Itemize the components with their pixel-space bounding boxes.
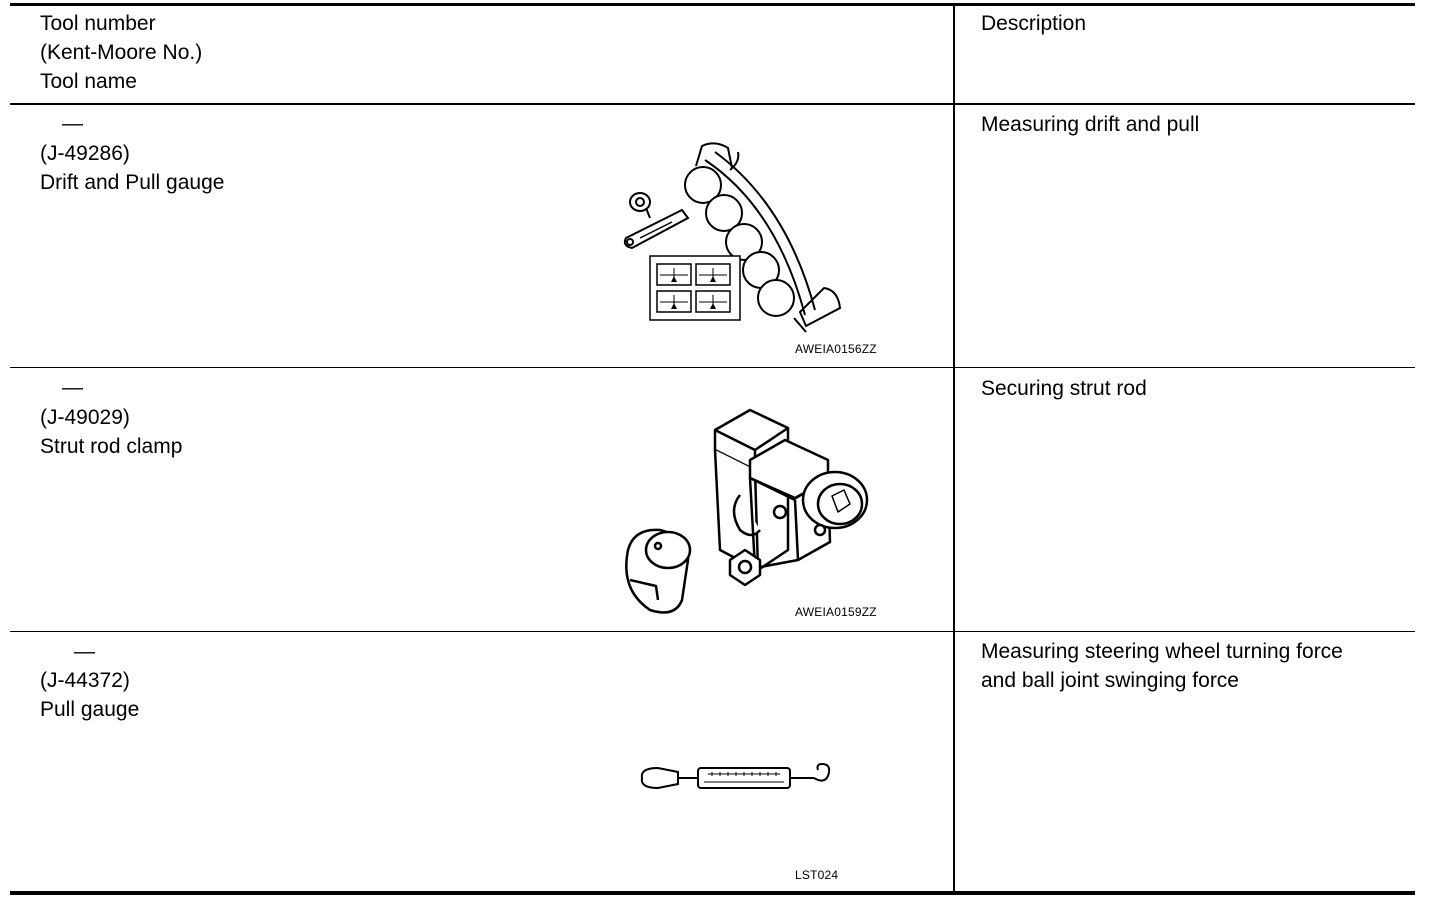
tool-name-2: Strut rod clamp — [40, 435, 183, 458]
tool-number-2: — — [62, 376, 83, 399]
kent-moore-no-2: (J-49029) — [40, 406, 130, 429]
description-3 — [981, 637, 1343, 695]
tool-info-1 — [40, 139, 224, 197]
tool-number-1: — — [62, 112, 83, 135]
tool-info-2 — [40, 403, 182, 461]
tool-number-3: — — [74, 640, 95, 663]
image-code-1: AWEIA0156ZZ — [795, 342, 877, 356]
description-2-line-1: Securing strut rod — [981, 377, 1147, 400]
header-tool-name: Tool name — [40, 70, 137, 93]
header-tool-number: Tool number — [40, 12, 156, 35]
header-tool-column — [40, 9, 202, 96]
tool-info-3 — [40, 666, 139, 724]
header-description-label: Description — [981, 12, 1087, 35]
description-1 — [981, 110, 1199, 139]
table-bottom-border — [10, 891, 1415, 895]
strut-rod-clamp-illustration — [610, 400, 880, 620]
kent-moore-no-3: (J-44372) — [40, 669, 130, 692]
header-divider — [10, 103, 1415, 105]
description-2 — [981, 374, 1147, 403]
kent-moore-no-1: (J-49286) — [40, 142, 130, 165]
table-top-border — [10, 3, 1415, 6]
pull-gauge-illustration — [638, 758, 838, 798]
column-divider — [953, 3, 955, 895]
image-code-2: AWEIA0159ZZ — [795, 605, 877, 619]
row-divider-1 — [10, 367, 1415, 368]
row-divider-2 — [10, 631, 1415, 632]
tool-name-1: Drift and Pull gauge — [40, 171, 225, 194]
header-description — [981, 9, 1086, 38]
description-3-line-1: Measuring steering wheel turning force — [981, 640, 1343, 663]
tool-name-3: Pull gauge — [40, 698, 140, 721]
drift-pull-gauge-illustration — [610, 140, 860, 340]
description-3-line-2: and ball joint swinging force — [981, 669, 1239, 692]
image-code-3: LST024 — [795, 868, 839, 882]
header-kent-moore: (Kent-Moore No.) — [40, 41, 203, 64]
description-1-line-1: Measuring drift and pull — [981, 113, 1200, 136]
